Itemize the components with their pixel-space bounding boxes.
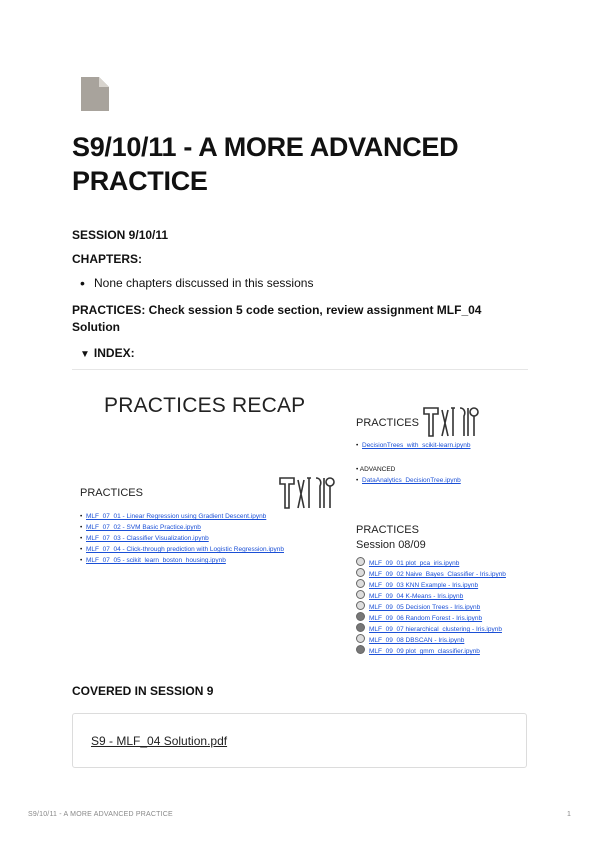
notebook-link[interactable]: MLF_07_02 - SVM Basic Practice.ipynb [86, 524, 201, 531]
divider [72, 369, 528, 370]
index-label: INDEX: [93, 346, 135, 360]
notebook-link[interactable]: MLF_09_05 Decision Trees - Iris.ipynb [356, 601, 480, 611]
practices-label: PRACTICES [356, 417, 419, 429]
chapters-list [80, 276, 313, 290]
bullet-dot: • [80, 557, 83, 564]
chapters-heading: CHAPTERS: [72, 252, 143, 266]
circle-icon [356, 568, 365, 577]
notebook-link[interactable]: MLF_09_01 plot_pca_iris.ipynb [356, 557, 459, 567]
notebook-link[interactable]: MLF_09_09 plot_gmm_classifier.ipynb [356, 645, 480, 655]
triangle-down-icon: ▼ [80, 349, 90, 360]
advanced-label: • ADVANCED [356, 466, 396, 473]
notebook-link[interactable]: MLF_09_02 Naive_Bayes_Classifier - Iris.ipynb [356, 568, 506, 578]
circle-icon [356, 634, 365, 643]
circle-icon [356, 623, 365, 632]
bullet-dot: • [356, 442, 359, 449]
circle-icon [356, 612, 365, 621]
notebook-link[interactable]: MLF_09_08 DBSCAN - Iris.ipynb [356, 634, 464, 644]
session-heading: SESSION 9/10/11 [72, 228, 169, 242]
tools-icon [420, 404, 480, 440]
notebook-link[interactable]: MLF_07_04 - Click-through prediction with Logistic Regression.ipynb [86, 546, 284, 553]
circle-icon [356, 579, 365, 588]
tools-icon [276, 474, 336, 512]
notebook-link[interactable]: MLF_09_03 KNN Example - Iris.ipynb [356, 579, 478, 589]
notebook-link[interactable]: DecisionTrees_with_scikit-learn.ipynb [362, 442, 471, 449]
bullet-dot: • [80, 535, 83, 542]
session-label: Session 08/09 [356, 539, 426, 551]
bullet-dot: • [80, 546, 83, 553]
bullet-dot: • [80, 513, 83, 520]
list-item: • None chapters discussed in this sessions [80, 276, 313, 290]
notebook-link[interactable]: MLF_09_06 Random Forest - Iris.ipynb [356, 612, 482, 622]
page-number: 1 [567, 811, 571, 818]
circle-icon [356, 645, 365, 654]
notebook-link[interactable]: MLF_07_03 - Classifier Visualization.ipynb [86, 535, 209, 542]
notebook-link[interactable]: MLF_09_04 K-Means - Iris.ipynb [356, 590, 463, 600]
practices-line: PRACTICES: Check session 5 code section, review assignment MLF_04 Solution [72, 303, 482, 334]
covered-heading: COVERED IN SESSION 9 [72, 684, 214, 698]
bullet-dot: • [80, 524, 83, 531]
index-toggle[interactable] [80, 346, 135, 360]
bullet-dot: • [356, 477, 359, 484]
recap-title: PRACTICES RECAP [104, 394, 306, 417]
circle-icon [356, 557, 365, 566]
notebook-link[interactable]: MLF_07_01 - Linear Regression using Gradient Descent.ipynb [86, 513, 267, 520]
notebook-link[interactable]: MLF_07_05 - scikit_learn_boston_housing.ipynb [86, 557, 226, 564]
practices-label: PRACTICES [356, 524, 419, 536]
file-link[interactable]: S9 - MLF_04 Solution.pdf [91, 734, 228, 748]
circle-icon [356, 590, 365, 599]
notebook-link[interactable]: MLF_09_07 hierarchical_clustering - Iris.ipynb [356, 623, 502, 633]
document-icon [81, 77, 109, 111]
page-title: S9/10/11 - A MORE ADVANCED PRACTICE [72, 132, 459, 196]
footer-title: S9/10/11 - A MORE ADVANCED PRACTICE [28, 811, 173, 818]
file-attachment[interactable] [72, 713, 527, 768]
practices-label: PRACTICES [80, 487, 143, 499]
circle-icon [356, 601, 365, 610]
practices-recap-image [72, 380, 528, 660]
notebook-link[interactable]: DataAnalytics_DecisionTree.ipynb [362, 477, 461, 484]
